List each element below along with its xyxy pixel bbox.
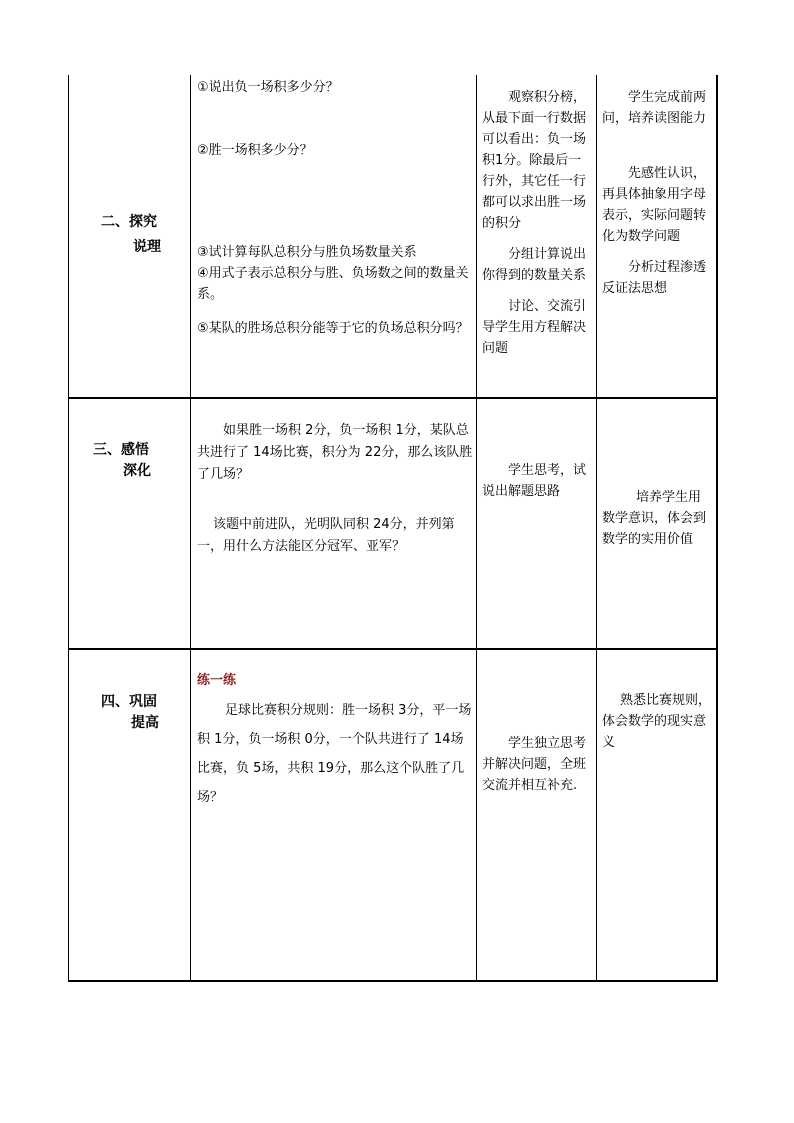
stage-title [93,440,187,482]
problem-1: 如果胜一场积 2分，负一场积 1分，某队总共进行了 14场比赛，积分为 22分，那么该队胜了几场？ [197,423,473,482]
student-activity-3: 讨论、交流引导学生用方程解决问题 [482,299,587,356]
stage-title-line-1: 四、巩固 [101,694,157,710]
content-cell [197,77,473,339]
stage-title [101,692,187,734]
design-intent-3: 分析过程渗透反证法思想 [602,260,707,296]
problem-2: 该题中前进队，光明队同积 24分，并列第一，用什么方法能区分冠军、亚军？ [197,517,455,554]
design-intent-1: 学生完成前两问，培养读图能力 [602,90,707,126]
stage-title-line-2: 说理 [133,239,161,255]
stage-title [101,212,187,258]
design-intent-1: 熟悉比赛规则，体会数学的现实意义 [602,693,712,750]
student-activity-cell [482,87,592,359]
question-1: ①说出负一场积多少分？ [197,80,339,95]
question-4: ④用式子表示总积分与胜、负场数之间的数量关系。 [197,266,469,302]
stage-title-line-2: 深化 [123,463,151,479]
design-intent-1: 培养学生用数学意识，体会到数学的实用价值 [602,490,707,547]
question-5: ⑤某队的胜场总积分能等于它的负场总积分吗？ [197,321,469,336]
question-3: ③试计算每队总积分与胜负场数量关系 [197,245,417,260]
student-activity-cell [482,733,592,796]
stage-title-line-2: 提高 [131,715,159,731]
stage-title-line-1: 二、探究 [101,214,157,230]
section-heading: 练一练 [197,673,237,688]
student-activity-1: 观察积分榜，从最下面一行数据可以看出：负一场积1分。除最后一行外，其它任一行都可以求出胜一场的积分 [482,90,587,231]
design-intent-cell [602,87,712,299]
student-activity-1: 学生独立思考并解决问题，全班交流并相互补充. [482,736,587,793]
problem-1: 足球比赛积分规则：胜一场积 3分，平一场积 1分，负一场积 0分，一个队共进行了 14场比赛，负 5场，共积 19分，那么这个队胜了几场？ [197,703,472,805]
question-2: ②胜一场积多少分？ [197,143,313,158]
student-activity-2: 分组计算说出你得到的数量关系 [482,247,587,283]
student-activity-1: 学生思考，试说出解题思路 [482,463,587,499]
design-intent-cell [602,487,712,550]
content-cell [197,670,473,812]
design-intent-2: 先感性认识，再具体抽象用字母表示，实际问题转化为数学问题 [602,166,707,244]
stage-title-line-1: 三、感悟 [93,442,149,458]
content-cell [197,420,473,558]
design-intent-cell [602,690,712,753]
student-activity-cell [482,460,592,502]
